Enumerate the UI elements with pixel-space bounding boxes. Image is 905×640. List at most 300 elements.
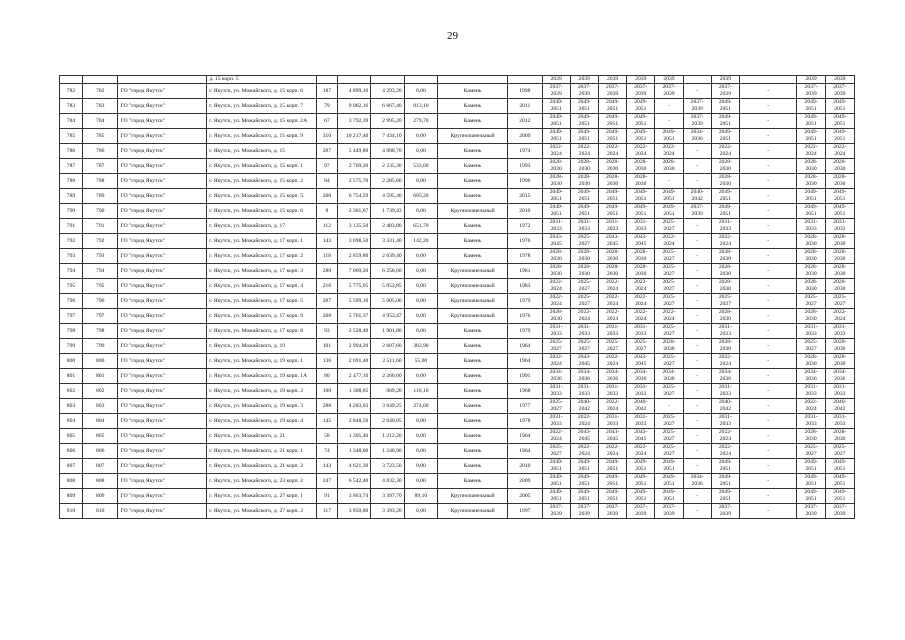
period-cell-4 [627, 504, 655, 519]
period-start: 2025- [662, 354, 676, 360]
period-cell-1 [542, 279, 570, 294]
period-cell-8 [740, 234, 797, 249]
period-start: 2022- [718, 144, 732, 150]
period-end: 2030 [550, 166, 562, 172]
apartments-cell: 207 [316, 294, 337, 309]
period-end: 2051 [606, 496, 619, 502]
period-start: 2049- [549, 204, 563, 210]
period-start: - [767, 177, 770, 184]
wall-material-cell: Камень [438, 144, 508, 159]
living-area-cell: 4 998,70 [371, 144, 404, 159]
build-year-cell: 1983 [508, 279, 542, 294]
period-end: 2039 [805, 91, 817, 97]
period-cell-4 [627, 309, 655, 324]
living-area-cell: 6 667,40 [371, 99, 404, 114]
period-cell-5 [655, 444, 683, 459]
period-end: 2024 [635, 316, 647, 322]
period-cell-4 [627, 99, 655, 114]
period-start: 2049- [577, 474, 591, 480]
period-cell-9 [797, 189, 825, 204]
living-area-cell [371, 76, 404, 84]
period-end: 2027 [663, 421, 675, 427]
period-cell-4 [627, 354, 655, 369]
period-start: 2028- [804, 249, 818, 255]
period-cell-3 [598, 144, 626, 159]
period-start: 2028- [804, 174, 818, 180]
period-end: 2051 [805, 121, 817, 127]
period-start: 2028- [718, 309, 732, 315]
row-number-cell: 795 [60, 279, 83, 294]
period-cell-9 [797, 234, 825, 249]
period-cell-2 [570, 459, 598, 474]
period-end: 2051 [635, 481, 647, 487]
period-start: 2025- [804, 339, 818, 345]
living-area-cell: 969,20 [371, 384, 404, 399]
period-end: 2033 [834, 226, 846, 232]
period-start: 2028- [606, 264, 620, 270]
period-end: 2033 [578, 226, 590, 232]
period-end: 2024 [663, 241, 675, 247]
period-start: 2022- [549, 144, 563, 150]
period-end: 2033 [578, 331, 590, 337]
period-start: 2028- [549, 174, 563, 180]
period-end: 2027 [663, 391, 675, 397]
period-end: 2024 [635, 301, 647, 307]
total-area-cell: 4 621,30 [337, 459, 370, 474]
period-end: 2039 [834, 91, 846, 97]
period-start: 2022- [549, 294, 563, 300]
apartments-cell: 145 [316, 414, 337, 429]
period-start: 2028- [804, 354, 818, 360]
period-end: 2051 [719, 496, 731, 502]
period-cell-2 [570, 99, 598, 114]
municipality-cell: ГО "город Якутск" [118, 99, 207, 114]
period-start: 2049- [606, 114, 620, 120]
period-end: 2024 [663, 316, 675, 322]
period-start: 2049- [804, 204, 818, 210]
record-number-cell: 797 [82, 309, 118, 324]
period-start: 2034- [606, 369, 620, 375]
apartments-cell: 280 [316, 264, 337, 279]
period-end: 2051 [834, 466, 846, 472]
period-cell-6 [683, 399, 711, 414]
period-start: 2022- [833, 309, 847, 315]
period-cell-10 [825, 144, 854, 159]
period-cell-8 [740, 399, 797, 414]
period-start: - [767, 222, 770, 229]
period-start: 2022- [718, 234, 732, 240]
period-end: 2051 [805, 466, 817, 472]
period-cell-7 [711, 279, 739, 294]
period-cell-2 [570, 204, 598, 219]
period-cell-2 [570, 219, 598, 234]
period-end: 2033 [834, 391, 846, 397]
total-area-cell: 2 528,40 [337, 324, 370, 339]
period-start: 2049- [718, 129, 732, 135]
period-start: 2049- [804, 459, 818, 465]
period-start: - [696, 507, 699, 514]
row-number-cell: 793 [60, 249, 83, 264]
build-year-cell: 2009 [508, 474, 542, 489]
period-cell-2 [570, 429, 598, 444]
period-start: 2037- [577, 84, 591, 90]
period-start: 2031- [833, 324, 847, 330]
period-start: - [767, 432, 770, 439]
build-year-cell: 1996 [508, 174, 542, 189]
period-cell-2 [570, 279, 598, 294]
period-cell-9 [797, 324, 825, 339]
municipality-cell: ГО "город Якутск" [118, 384, 207, 399]
period-cell-9 [797, 99, 825, 114]
period-start: 2034- [833, 369, 847, 375]
period-end: 2027 [635, 346, 647, 352]
period-end: 2027 [719, 301, 731, 307]
period-start: 2049- [833, 129, 847, 135]
period-start: 2043- [634, 429, 648, 435]
address-cell: г. Якутск, ул. Можайского, д. 19 корп. 1 [207, 354, 317, 369]
period-cell-7 [711, 84, 739, 99]
period-cell-4 [627, 219, 655, 234]
period-end: 2030 [805, 271, 817, 277]
period-start: 2049- [662, 489, 676, 495]
period-cell-8 [740, 414, 797, 429]
table-row [60, 369, 855, 384]
nonresidential-area-cell: 55,00 [404, 354, 437, 369]
period-start: 2049- [662, 204, 676, 210]
period-start: 2028- [718, 249, 732, 255]
period-end: 2051 [805, 106, 817, 112]
row-number-cell: 787 [60, 159, 83, 174]
period-cell-10 [825, 99, 854, 114]
total-area-cell: 2 769,20 [337, 159, 370, 174]
period-start: 2028- [549, 249, 563, 255]
row-number-cell: 797 [60, 309, 83, 324]
period-end: 2027 [663, 361, 675, 367]
period-start: 2028- [718, 159, 732, 165]
period-end: 2051 [606, 136, 619, 142]
living-area-cell: 4 953,47 [371, 309, 404, 324]
period-end: 2051 [805, 136, 817, 142]
period-start: - [696, 147, 699, 154]
period-end: 2030 [834, 166, 846, 172]
period-start: - [767, 237, 770, 244]
period-start: 2028- [634, 159, 648, 165]
period-cell-8 [740, 84, 797, 99]
period-cell-5 [655, 384, 683, 399]
period-cell-2 [570, 189, 598, 204]
period-start: 2022- [606, 444, 620, 450]
living-area-cell: 4 293,20 [371, 84, 404, 99]
period-start: 2025- [577, 279, 591, 285]
period-cell-10 [825, 189, 854, 204]
period-end: 2024 [578, 151, 590, 157]
nonresidential-area-cell: 0,00 [404, 279, 437, 294]
row-number-cell: 792 [60, 234, 83, 249]
period-start: 2049- [577, 129, 591, 135]
period-cell-9 [797, 369, 825, 384]
wall-material-cell: Камень [438, 99, 508, 114]
period-start: 2049- [833, 189, 847, 195]
period-cell-3 [598, 459, 626, 474]
period-end: 2030 [834, 346, 846, 352]
record-number-cell: 802 [82, 384, 118, 399]
period-end: 2024 [606, 301, 619, 307]
period-cell-10 [825, 294, 854, 309]
apartments-cell: 80 [316, 369, 337, 384]
period-start: 2028- [718, 174, 732, 180]
period-start: - [767, 462, 770, 469]
address-cell: г. Якутск, ул. Можайского, д. 15 корп. 6 [207, 84, 317, 99]
housing-register-table [59, 75, 855, 519]
period-cell-9 [797, 279, 825, 294]
period-end: 2042 [834, 406, 846, 412]
period-start: 2028- [577, 249, 591, 255]
period-start: 2049- [833, 459, 847, 465]
period-start: 2022- [606, 399, 620, 405]
period-cell-1 [542, 504, 570, 519]
period-start: 2022- [549, 429, 563, 435]
period-cell-10 [825, 399, 854, 414]
record-number-cell: 798 [82, 324, 118, 339]
period-start: 2031- [577, 324, 591, 330]
period-cell-1 [542, 429, 570, 444]
period-cell-1 [542, 159, 570, 174]
period-start: 2022- [577, 444, 591, 450]
period-cell-7 [711, 474, 739, 489]
period-cell-5 [655, 129, 683, 144]
table-row [60, 354, 855, 369]
period-cell-1 [542, 189, 570, 204]
period-cell-1 [542, 444, 570, 459]
apartments-cell: 187 [316, 84, 337, 99]
wall-material-cell: Камень [438, 84, 508, 99]
period-cell-10 [825, 324, 854, 339]
period-end: 2024 [606, 451, 619, 457]
period-start: 2031- [833, 219, 847, 225]
period-end: 2051 [663, 496, 675, 502]
period-end: 2039 [691, 121, 703, 127]
period-start: 2049- [577, 189, 591, 195]
period-cell-5 [655, 159, 683, 174]
period-cell-3: 2039 [598, 76, 626, 84]
row-number-cell: 802 [60, 384, 83, 399]
period-cell-10 [825, 489, 854, 504]
period-cell-7 [711, 234, 739, 249]
period-end: 2033 [805, 331, 817, 337]
period-start: 2031- [577, 384, 591, 390]
period-cell-8 [740, 489, 797, 504]
apartments-cell: 100 [316, 384, 337, 399]
table-row [60, 174, 855, 189]
apartments-cell: 143 [316, 459, 337, 474]
period-end: 2051 [635, 466, 647, 472]
nonresidential-area-cell: 0,00 [404, 249, 437, 264]
wall-material-cell: Крупнопанельный [438, 264, 508, 279]
period-start: 2025- [662, 324, 676, 330]
record-number-cell: 783 [82, 99, 118, 114]
living-area-cell: 5 005,00 [371, 294, 404, 309]
total-area-cell: 1 305,40 [337, 429, 370, 444]
period-start: 2028- [833, 174, 847, 180]
period-cell-3 [598, 204, 626, 219]
period-start: 2028- [577, 159, 591, 165]
address-cell: г. Якутск, ул. Можайского, д. 21 корп. 1 [207, 444, 317, 459]
period-start: 2049- [577, 114, 591, 120]
period-cell-1 [542, 459, 570, 474]
period-end: 2033 [635, 331, 647, 337]
period-cell-9 [797, 399, 825, 414]
living-area-cell: 1 248,90 [371, 444, 404, 459]
period-end: 2033 [635, 391, 647, 397]
living-area-cell: 4 832,30 [371, 474, 404, 489]
row-number-cell: 786 [60, 144, 83, 159]
period-cell-9 [797, 219, 825, 234]
period-cell-5 [655, 489, 683, 504]
period-cell-4 [627, 444, 655, 459]
row-number-cell: 796 [60, 294, 83, 309]
period-cell-10 [825, 159, 854, 174]
period-start: 2049- [833, 114, 847, 120]
period-cell-5 [655, 399, 683, 414]
record-number-cell: 801 [82, 369, 118, 384]
period-start: - [767, 447, 770, 454]
address-cell: г. Якутск, ул. Можайского, д. 21 корп. 2 [207, 459, 317, 474]
period-end: 2024 [719, 151, 731, 157]
living-area-cell: 3 723,50 [371, 459, 404, 474]
total-area-cell: 9 062,16 [337, 99, 370, 114]
address-cell: г. Якутск, ул. Можайского, д. 19 корп. 2 [207, 384, 317, 399]
period-start: 2022- [577, 144, 591, 150]
period-start: 2031- [634, 414, 648, 420]
apartments-cell: 208 [316, 309, 337, 324]
period-start: 2031- [718, 324, 732, 330]
period-start: 2022- [634, 279, 648, 285]
period-start: 2037- [690, 204, 704, 210]
period-cell-1 [542, 384, 570, 399]
total-area-cell: 5 599,10 [337, 294, 370, 309]
municipality-cell: ГО "город Якутск" [118, 294, 207, 309]
period-cell-9 [797, 144, 825, 159]
period-end: 2042 [578, 406, 590, 412]
period-end: 2030 [635, 166, 647, 172]
period-end: 2024 [635, 151, 647, 157]
period-start: 2028- [804, 264, 818, 270]
period-end: 2036 [578, 376, 590, 382]
period-start: 2043- [577, 429, 591, 435]
period-end: 2033 [550, 331, 562, 337]
period-cell-1 [542, 294, 570, 309]
period-start: 2034- [690, 129, 704, 135]
period-end: 2024 [834, 151, 846, 157]
period-cell-10 [825, 234, 854, 249]
period-cell-3 [598, 399, 626, 414]
record-number-cell: 786 [82, 144, 118, 159]
municipality-cell: ГО "город Якутск" [118, 504, 207, 519]
period-start: 2049- [718, 204, 732, 210]
total-area-cell: 3 850,80 [337, 504, 370, 519]
period-end: 2024 [606, 406, 619, 412]
period-end: 2033 [805, 226, 817, 232]
period-cell-9 [797, 354, 825, 369]
period-end: 2039 [606, 511, 619, 517]
period-cell-2 [570, 489, 598, 504]
row-number-cell: 784 [60, 114, 83, 129]
period-cell-10 [825, 84, 854, 99]
table-body [60, 76, 855, 519]
municipality-cell: ГО "город Якутск" [118, 84, 207, 99]
period-cell-8 [740, 369, 797, 384]
period-cell-3 [598, 504, 626, 519]
period-end: 2051 [578, 466, 590, 472]
table-row [60, 84, 855, 99]
wall-material-cell: Камень [438, 174, 508, 189]
wall-material-cell: Камень [438, 339, 508, 354]
period-start: 2022- [804, 399, 818, 405]
period-start: 2031- [718, 219, 732, 225]
period-cell-8 [740, 294, 797, 309]
period-start: 2049- [577, 204, 591, 210]
build-year-cell: 1974 [508, 144, 542, 159]
build-year-cell: 2009 [508, 129, 542, 144]
table-row [60, 429, 855, 444]
period-end: 2027 [663, 451, 675, 457]
period-end: 2033 [606, 226, 619, 232]
period-start: 2034- [804, 369, 818, 375]
period-cell-6 [683, 384, 711, 399]
period-end: 2051 [578, 196, 590, 202]
apartments-cell: 136 [316, 354, 337, 369]
build-year-cell: 1964 [508, 339, 542, 354]
period-cell-5 [655, 459, 683, 474]
municipality-cell: ГО "город Якутск" [118, 474, 207, 489]
period-start: - [696, 87, 699, 94]
period-cell-7 [711, 429, 739, 444]
period-start: 2049- [833, 204, 847, 210]
period-cell-4 [627, 339, 655, 354]
period-end: 2036 [550, 376, 562, 382]
period-end: 2030 [834, 256, 846, 262]
period-start: 2049- [549, 99, 563, 105]
build-year-cell: 1976 [508, 309, 542, 324]
period-start: 2022- [662, 309, 676, 315]
period-end: 2027 [663, 226, 675, 232]
period-start: 2049- [804, 129, 818, 135]
period-end: 2030 [550, 316, 562, 322]
period-start: 2037- [804, 504, 818, 510]
period-end: 2051 [578, 136, 590, 142]
nonresidential-area-cell [404, 76, 437, 84]
apartments-cell: 118 [316, 249, 337, 264]
period-end: 2030 [663, 346, 675, 352]
wall-material-cell: Крупнопанельный [438, 294, 508, 309]
living-area-cell: 1 739,43 [371, 204, 404, 219]
period-end: 2033 [719, 226, 731, 232]
period-cell-6 [683, 144, 711, 159]
table-row [60, 204, 855, 219]
period-start: 2037- [690, 114, 704, 120]
total-area-cell: 10 217,40 [337, 129, 370, 144]
period-start: 2028- [662, 339, 676, 345]
record-number-cell: 805 [82, 429, 118, 444]
period-end: 2027 [663, 256, 675, 262]
period-end: 2039 [719, 511, 731, 517]
period-start: - [767, 132, 770, 139]
period-start: 2025- [718, 294, 732, 300]
period-start: 2049- [833, 489, 847, 495]
period-cell-5 [655, 294, 683, 309]
period-start: 2049- [718, 114, 732, 120]
municipality-cell: ГО "город Якутск" [118, 174, 207, 189]
